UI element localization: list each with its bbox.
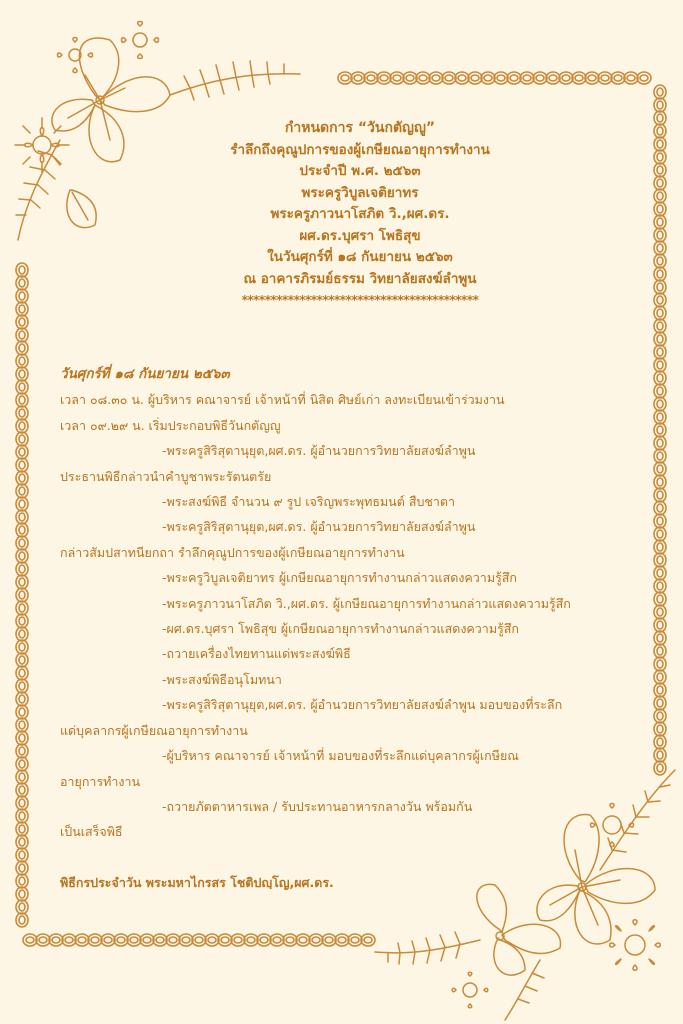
schedule-line: -พระสงฆ์พิธี จำนวน ๙ รูป เจริญพระพุทธมนต์ สืบชาตา	[162, 494, 456, 510]
schedule-line: -พระครูสิริสุตานุยุต,ผศ.ดร. ผู้อำนวยการวิทยาลัยสงฆ์ลำพูน	[162, 443, 476, 459]
honoree-name-1: พระครูวิบูลเจติยาทร	[301, 184, 419, 201]
schedule-line: -ถวายเครื่องไทยทานแด่พระสงฆ์พิธี	[162, 646, 351, 662]
schedule-line: -พระสงฆ์พิธีอนุโมทนา	[162, 671, 282, 687]
schedule-line: -ผู้บริหาร คณาจารย์ เจ้าหน้าที่ มอบของที่ระลึกแด่บุคลากรผู้เกษียณ	[162, 748, 519, 764]
schedule-line: ประธานพิธีกล่าวนำคำบูชาพระรัตนตรัย	[60, 468, 272, 484]
schedule-line: -ถวายภัตตาหารเพล / รับประทานอาหารกลางวัน พร้อมกัน	[162, 798, 473, 814]
schedule-line: -พระครูสิริสุตานุยุต,ผศ.ดร. ผู้อำนวยการวิทยาลัยสงฆ์ลำพูน	[162, 519, 476, 535]
honoree-name-2: พระครูภาวนาโสภิต วิ.,ผศ.ดร.	[270, 206, 450, 222]
schedule-line: กล่าวสัมปสาทนียกถา รำลึกคุณูปการของผู้เกษียณอายุการทำงาน	[60, 544, 405, 560]
schedule-line: เป็นเสร็จพิธี	[60, 824, 123, 840]
schedule-line: อายุการทำงาน	[60, 773, 141, 789]
event-title: กำหนดการ “วันกตัญญู”	[284, 120, 436, 136]
schedule-line: -ผศ.ดร.บุศรา โพธิสุข ผู้เกษียณอายุการทำงานกล่าวแสดงความรู้สึก	[162, 621, 519, 637]
master-of-ceremonies: พิธีกรประจำวัน พระมหาไกรสร โชติปญฺโญ,ผศ.ดร.	[60, 874, 334, 890]
star-divider: *****************************************	[241, 293, 479, 307]
schedule-line: เวลา ๐๘.๓๐ น. ผู้บริหาร คณาจารย์ เจ้าหน้าที่ นิสิต ศิษย์เก่า ลงทะเบียนเข้าร่วมงาน	[60, 392, 505, 408]
event-year: ประจำปี พ.ศ. ๒๕๖๓	[299, 163, 421, 179]
event-date: ในวันศุกร์ที่ ๑๘ กันยายน ๒๕๖๓	[267, 249, 453, 265]
honoree-name-3: ผศ.ดร.บุศรา โพธิสุข	[299, 227, 421, 244]
schedule-line: -พระครูภาวนาโสภิต วิ.,ผศ.ดร. ผู้เกษียณอายุการทำงานกล่าวแสดงความรู้สึก	[162, 595, 571, 611]
schedule-line: -พระครูสิริสุตานุยุต,ผศ.ดร. ผู้อำนวยการวิทยาลัยสงฆ์ลำพูน มอบของที่ระลึก	[162, 697, 563, 713]
event-header	[120, 118, 600, 310]
schedule-date: วันศุกร์ที่ ๑๘ กันยายน ๒๕๖๓	[60, 366, 230, 382]
event-venue: ณ อาคารภิรมย์ธรรม วิทยาลัยสงฆ์ลำพูน	[243, 270, 477, 287]
schedule-line: เวลา ๐๙.๒๙ น. เริ่มประกอบพิธีวันกตัญญู	[60, 417, 281, 433]
schedule-line: -พระครูวิบูลเจติยาทร ผู้เกษียณอายุการทำงานกล่าวแสดงความรู้สึก	[162, 570, 517, 586]
schedule-section	[60, 362, 640, 895]
event-subtitle: รำลึกถึงคุณูปการของผู้เกษียณอายุการทำงาน	[230, 141, 490, 158]
schedule-line: แด่บุคลากรผู้เกษียณอายุการทำงาน	[60, 722, 248, 738]
